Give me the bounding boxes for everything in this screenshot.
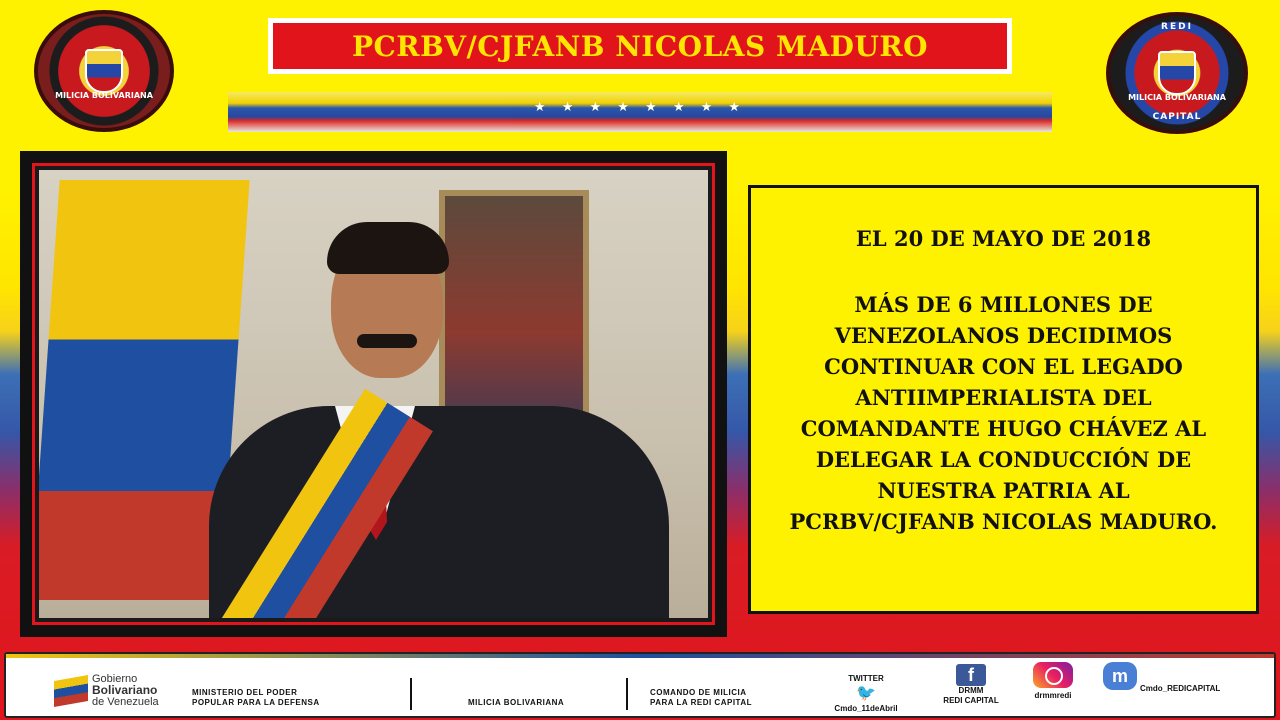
logo-left-ring-text: MILICIA BOLIVARIANA	[55, 91, 153, 100]
coat-of-arms-icon	[85, 49, 123, 93]
comando-label: COMANDO DE MILICIA PARA LA REDI CAPITAL	[650, 688, 752, 707]
page-title: PCRBV/CJFANB NICOLAS MADURO	[351, 29, 929, 63]
footer-separator	[410, 678, 412, 710]
footer-flag-edge	[6, 654, 1274, 658]
facebook-line2: REDI CAPITAL	[943, 696, 999, 705]
date-line: EL 20 DE MAYO DE 2018	[855, 226, 1152, 251]
title-banner-inner	[273, 23, 1007, 69]
logo-right-top-text: REDI	[1161, 22, 1193, 32]
venezuela-flag-icon	[54, 675, 88, 707]
portrait-frame	[20, 151, 727, 637]
footer-bar	[4, 652, 1276, 718]
venezuela-flag-strip	[228, 92, 1052, 132]
logo-right-bottom-text: CAPITAL	[1152, 112, 1202, 122]
ministerio-label: MINISTERIO DEL PODER POPULAR PARA LA DEFENSA	[192, 688, 320, 707]
instagram-link[interactable]	[1018, 662, 1088, 701]
gobierno-line1: Gobierno	[92, 673, 138, 685]
portrait-frame-inner	[32, 163, 715, 625]
redi-capital-logo-right	[1106, 12, 1248, 134]
mastodon-icon: m	[1103, 662, 1137, 690]
milicia-label: MILICIA BOLIVARIANA	[468, 698, 565, 707]
instagram-icon	[1033, 662, 1073, 688]
logo-right-ring-text: MILICIA BOLIVARIANA	[1128, 93, 1226, 102]
facebook-icon: f	[956, 664, 986, 686]
message-panel	[748, 185, 1259, 614]
coat-of-arms-icon	[1158, 51, 1196, 95]
gobierno-line2: Bolivariano	[92, 683, 158, 697]
hair	[327, 222, 449, 274]
mastodon-handle[interactable]: Cmdo_REDICAPITAL	[1140, 684, 1221, 693]
twitter-handle: Cmdo_11deAbril	[834, 704, 898, 713]
facebook-link[interactable]	[936, 664, 1006, 706]
title-banner	[268, 18, 1012, 74]
portrait-photo	[39, 170, 708, 618]
mustache	[357, 334, 417, 348]
mastodon-link[interactable]	[1100, 662, 1140, 690]
twitter-bird-icon: 🐦	[856, 685, 876, 702]
gobierno-line3: de Venezuela	[92, 696, 159, 708]
twitter-link[interactable]	[826, 674, 906, 714]
twitter-label: TWITTER	[848, 674, 884, 683]
gobierno-text	[92, 674, 159, 708]
facebook-line1: DRMM	[958, 686, 984, 695]
instagram-handle: drmmredi	[1034, 691, 1072, 700]
flag-stars-icon: ★ ★ ★ ★ ★ ★ ★ ★	[533, 100, 747, 115]
footer-separator	[626, 678, 628, 710]
message-text: MÁS DE 6 MILLONES DE VENEZOLANOS DECIDIMOS CONTINUAR CON EL LEGADO ANTIIMPERIALISTA DEL COMANDANTE HUGO CHÁVEZ AL DELEGAR LA CONDUCCIÓN DE NUESTRA PATRIA AL PCRBV/CJFANB NICOLAS MADURO.	[789, 292, 1218, 534]
gobierno-bolivariano-logo	[54, 674, 159, 708]
milicia-bolivariana-logo-left	[34, 10, 174, 132]
